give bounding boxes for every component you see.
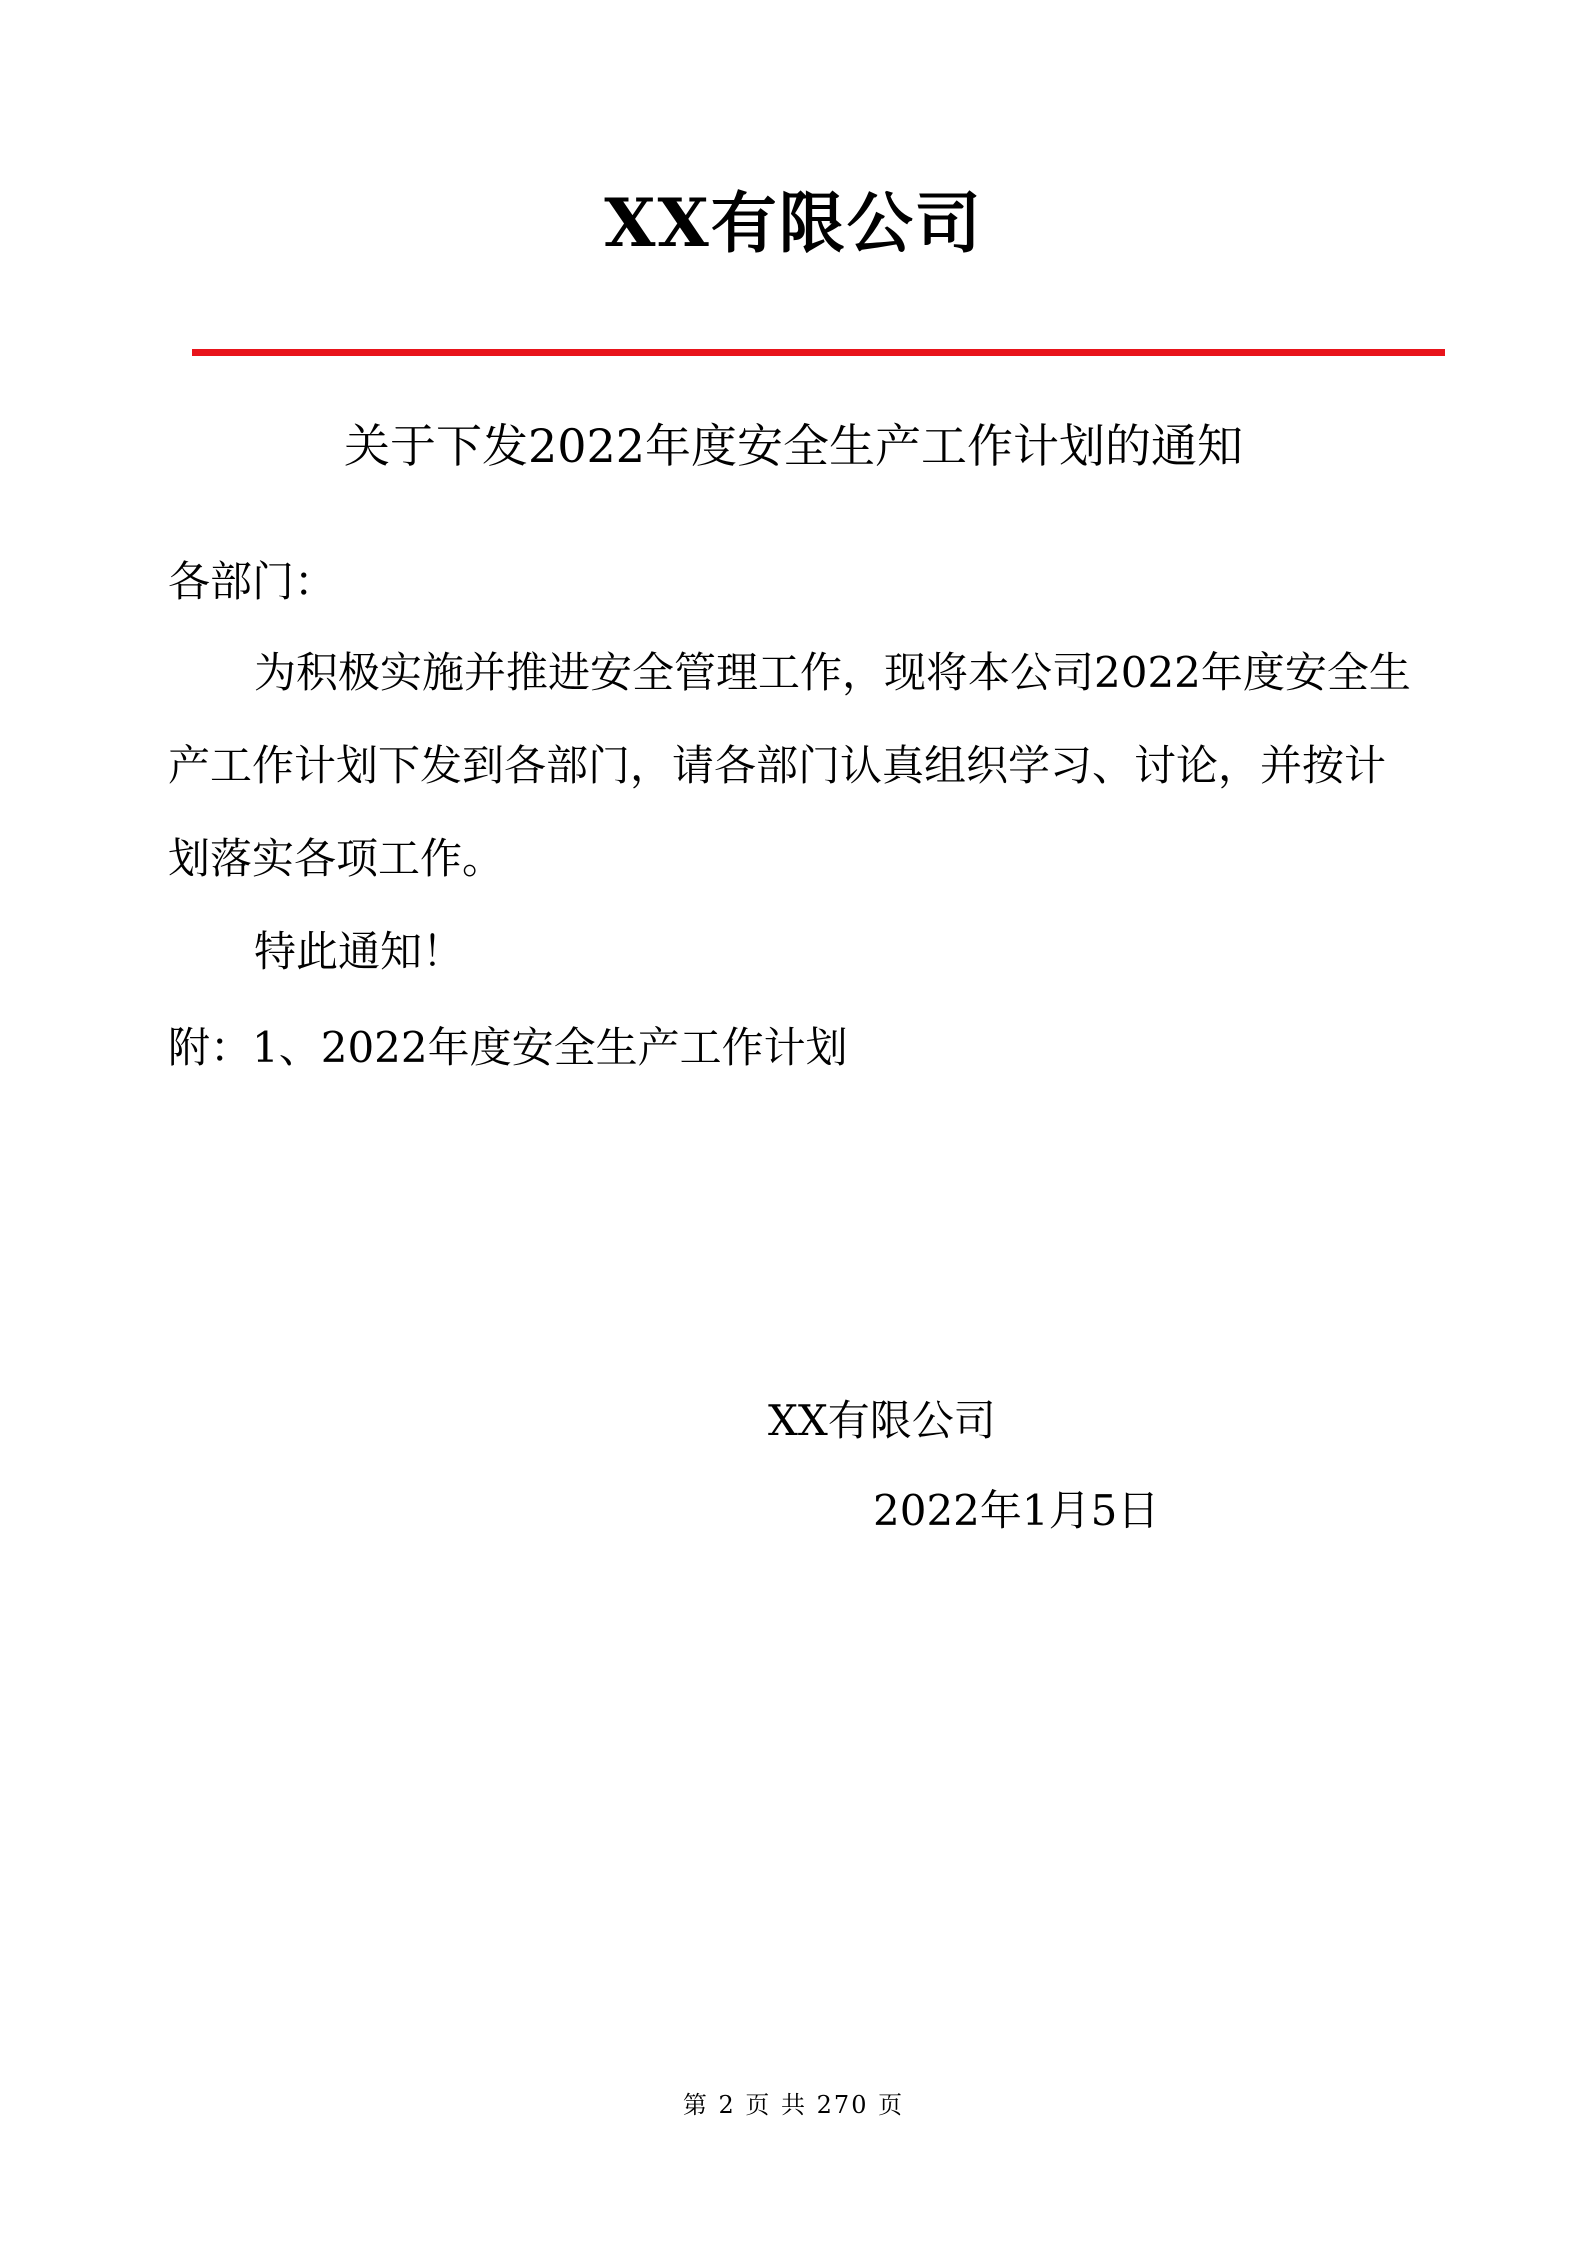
body-line-1: 为积极实施并推进安全管理工作，现将本公司2022年度安全生 <box>254 648 1411 697</box>
notice-title: 关于下发2022年度安全生产工作计划的通知 <box>343 419 1244 473</box>
signature-date: 2022年1月5日 <box>873 1486 1160 1535</box>
red-header-rule <box>192 349 1445 356</box>
attachment-line: 附：1、2022年度安全生产工作计划 <box>168 1023 848 1072</box>
body-line-2: 产工作计划下发到各部门，请各部门认真组织学习、讨论，并按计 <box>168 741 1387 790</box>
salutation: 各部门： <box>168 557 337 606</box>
company-header-title: XX有限公司 <box>604 184 983 262</box>
page-number-footer: 第 2 页 共 270 页 <box>682 2091 905 2119</box>
body-line-3: 划落实各项工作。 <box>168 834 505 883</box>
signature-company: XX有限公司 <box>768 1396 996 1445</box>
closing-line: 特此通知！ <box>254 927 465 976</box>
